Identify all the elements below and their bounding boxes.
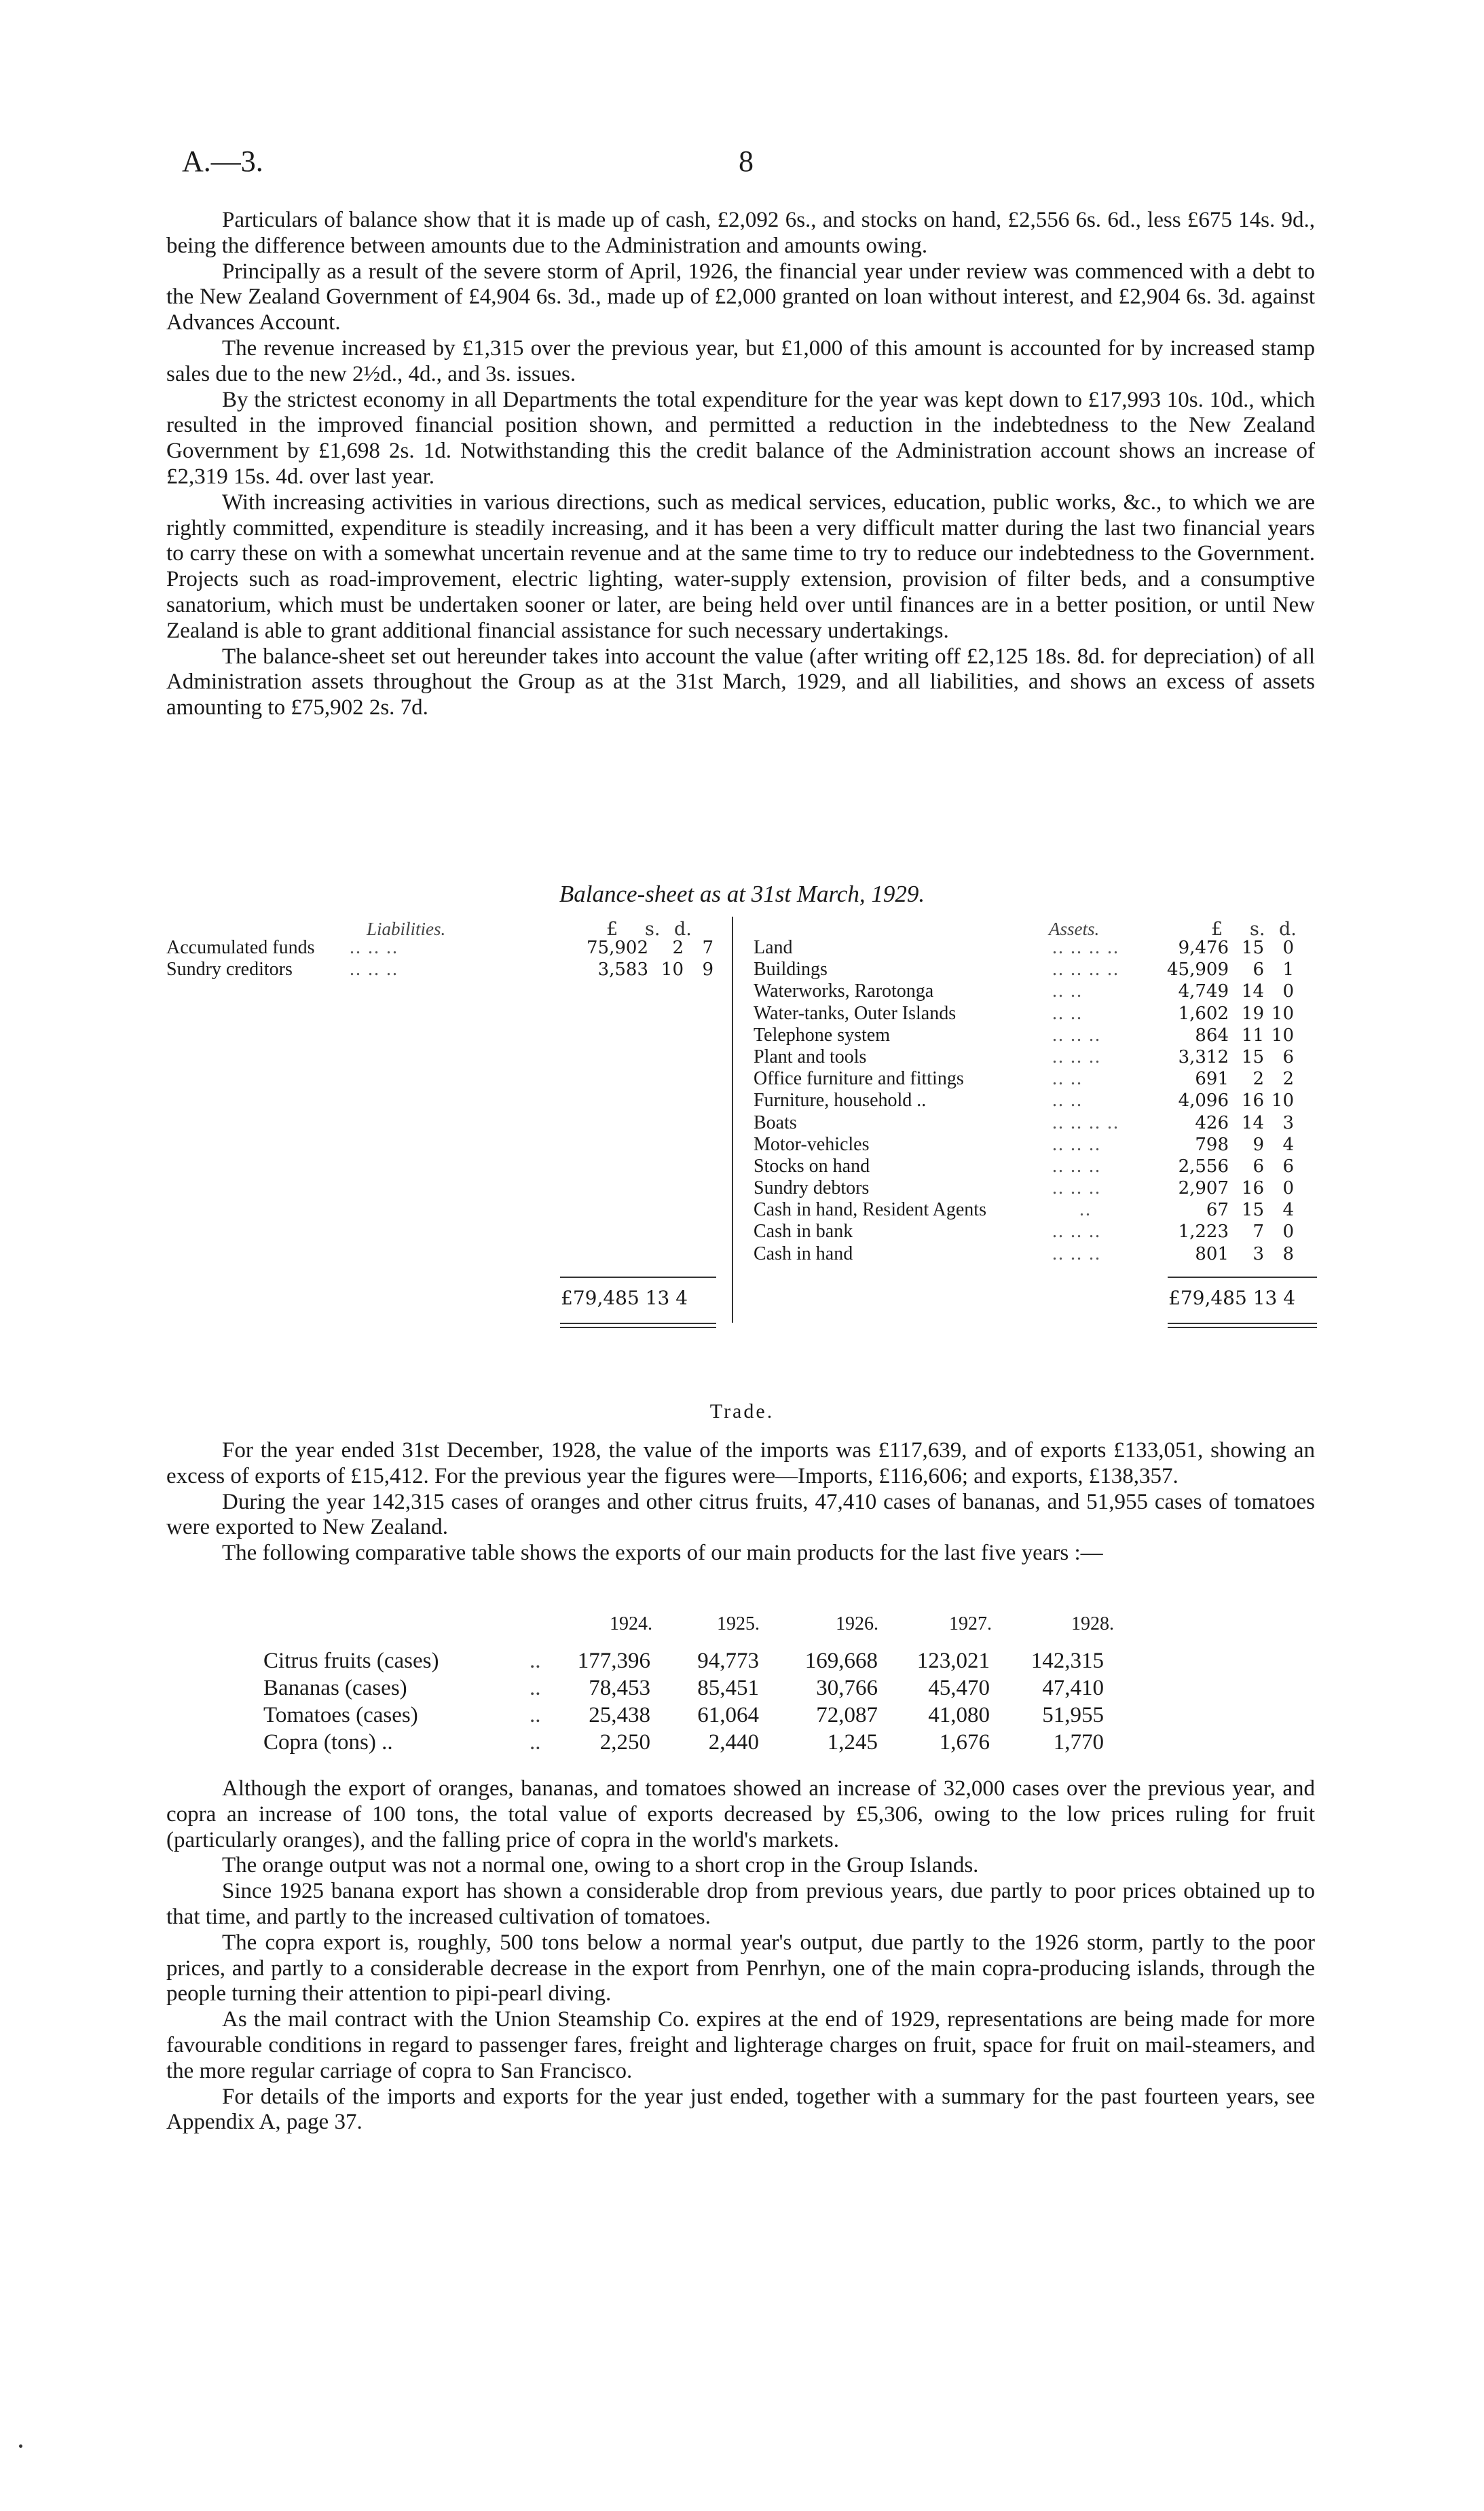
asset-row	[754, 1046, 1317, 1068]
shillings-value: 15	[1241, 1200, 1264, 1221]
row-label: Sundry creditors	[166, 959, 293, 980]
leader-dots: .. .. ..	[1052, 1243, 1101, 1264]
row-label: Accumulated funds	[166, 937, 315, 958]
paragraph: Since 1925 banana export has shown a considerable drop from previous years, due partly to poor prices obtained up to that time, and partly to the increased cultivation of tomatoes.	[166, 1879, 1315, 1929]
pence-value: 3	[1282, 1112, 1294, 1133]
leader-dots: .. ..	[1052, 980, 1083, 1002]
pence-value: 4	[1282, 1134, 1294, 1155]
export-value: 1,770	[1053, 1730, 1104, 1755]
leader-dots: .. ..	[1052, 1068, 1083, 1090]
export-value: 2,440	[708, 1730, 759, 1755]
pounds-value: 691	[1195, 1069, 1229, 1090]
asset-row	[754, 1156, 1317, 1177]
paragraph: The following comparative table shows the exports of our main products for the last five years :—	[222, 1541, 1103, 1566]
paragraph: During the year 142,315 cases of oranges and other citrus fruits, 47,410 cases of bananas, and 51,955 cases of tomatoes were exported to New Zealand.	[166, 1489, 1315, 1540]
row-label: Office furniture and fittings	[754, 1068, 964, 1090]
intro-text	[166, 208, 1315, 721]
export-value: 51,955	[1042, 1703, 1104, 1727]
pence-value: 9	[702, 959, 713, 980]
export-value: 169,668	[804, 1649, 878, 1673]
pence-value: 0	[1282, 981, 1294, 1002]
liabilities-double-rule	[560, 1323, 716, 1324]
year-header: 1924.	[610, 1613, 652, 1634]
pence-value: 7	[702, 938, 713, 958]
export-value: 142,315	[1031, 1649, 1104, 1673]
year-header: 1925.	[717, 1613, 760, 1634]
export-value: 123,021	[916, 1649, 990, 1673]
row-label: Furniture, household ..	[754, 1090, 927, 1112]
shillings-value: 10	[661, 959, 684, 980]
export-value: 78,453	[589, 1676, 650, 1700]
liabilities-total-rule	[560, 1277, 716, 1278]
pounds-value: 67	[1206, 1200, 1229, 1221]
row-label: Telephone system	[754, 1024, 890, 1046]
paragraph: For details of the imports and exports for the year just ended, together with a summary for the past fourteen years, see Appendix A, page 37.	[166, 2084, 1315, 2135]
leader-dots: .. .. ..	[1052, 1024, 1101, 1046]
balance-sheet-title: Balance-sheet as at 31st March, 1929.	[559, 881, 925, 907]
paragraph: As the mail contract with the Union Steamship Co. expires at the end of 1929, representations are being made for more favourable conditions in regard to passenger fares, freight and lighterage charges on fruit, space for fruit on mail-steamers, and the more regular carriage of copra to San Francisco.	[166, 2007, 1315, 2083]
asset-row	[754, 937, 1317, 959]
pounds-value: 798	[1195, 1134, 1229, 1155]
product-label: Copra (tons) ..	[263, 1730, 393, 1755]
shillings-value: 6	[1253, 1156, 1264, 1177]
leader-dots: ..	[530, 1649, 541, 1673]
shillings-value: 14	[1241, 981, 1264, 1002]
leader-dots: .. .. .. ..	[1052, 1112, 1119, 1133]
pounds-value: 2,556	[1178, 1156, 1229, 1177]
export-value: 94,773	[697, 1649, 759, 1673]
row-label: Cash in bank	[754, 1221, 853, 1243]
liabilities-table	[166, 937, 723, 980]
row-label: Cash in hand	[754, 1243, 853, 1264]
leader-dots: ..	[1079, 1199, 1092, 1221]
pounds-value: 4,749	[1178, 981, 1229, 1002]
asset-row	[754, 1003, 1317, 1025]
pence-value: 8	[1282, 1243, 1294, 1264]
leader-dots: .. ..	[1052, 1002, 1083, 1024]
export-value: 30,766	[816, 1676, 878, 1700]
row-label: Motor-vehicles	[754, 1133, 870, 1155]
assets-double-rule	[1168, 1327, 1317, 1328]
liability-row	[166, 937, 723, 959]
pence-value: 10	[1271, 1003, 1294, 1024]
pence-symbol: d.	[1279, 919, 1297, 940]
asset-row	[754, 1221, 1317, 1243]
pounds-value: 1,602	[1178, 1003, 1229, 1024]
shillings-value: 3	[1253, 1243, 1264, 1264]
row-label: Cash in hand, Resident Agents	[754, 1199, 986, 1221]
row-label: Waterworks, Rarotonga	[754, 980, 934, 1002]
row-label: Water-tanks, Outer Islands	[754, 1002, 957, 1024]
pounds-value: 864	[1195, 1025, 1229, 1046]
pounds-symbol: £	[606, 919, 618, 940]
leader-dots: ..	[530, 1676, 541, 1700]
export-value: 85,451	[697, 1676, 759, 1700]
pence-value: 1	[1282, 959, 1294, 980]
leader-dots: .. .. ..	[350, 959, 398, 980]
leader-dots: .. .. ..	[1052, 1177, 1101, 1199]
asset-row	[754, 1177, 1317, 1199]
leader-dots: ..	[530, 1730, 541, 1755]
export-value: 1,676	[939, 1730, 990, 1755]
pounds-value: 1,223	[1178, 1222, 1229, 1243]
shillings-value: 15	[1241, 938, 1264, 958]
product-label: Citrus fruits (cases)	[263, 1649, 439, 1673]
asset-row	[754, 1025, 1317, 1046]
paragraph: Particulars of balance show that it is made up of cash, £2,092 6s., and stocks on hand, £2,556 6s. 6d., less £675 14s. 9d., being the difference between amounts due to the Administration and amounts owing.	[166, 208, 1315, 258]
paragraph: The revenue increased by £1,315 over the previous year, but £1,000 of this amount is accounted for by increased stamp sales due to the new 2½d., 4d., and 3s. issues.	[166, 335, 1315, 386]
pence-value: 0	[1282, 938, 1294, 958]
document-reference: A.—3.	[182, 145, 263, 178]
assets-total-rule	[1168, 1277, 1317, 1278]
paragraph: Although the export of oranges, bananas, and tomatoes showed an increase of 32,000 cases over the previous year, and copra an increase of 100 tons, the total value of exports decreased by £5,306, owing to the low prices ruling for fruit (particularly oranges), and the falling price of copra in the world's markets.	[166, 1776, 1315, 1852]
asset-row	[754, 1199, 1317, 1221]
export-value: 41,080	[928, 1703, 990, 1727]
paragraph: Principally as a result of the severe storm of April, 1926, the financial year under review was commenced with a debt to the New Zealand Government of £4,904 6s. 3d., made up of £2,000 granted on loan without interest, and £2,904 6s. 3d. against Advances Account.	[166, 259, 1315, 335]
pence-value: 4	[1282, 1200, 1294, 1221]
row-label: Boats	[754, 1112, 797, 1133]
leader-dots: .. .. ..	[1052, 1155, 1101, 1177]
product-label: Bananas (cases)	[263, 1676, 407, 1700]
paragraph: By the strictest economy in all Departments the total expenditure for the year was kept down to £17,993 10s. 10d., which resulted in the improved financial position shown, and permitted a reduction in the indebtedness to the New Zealand Government by £1,698 2s. 1d. Notwithstanding this the credit balance of the Administration account shows an increase of £2,319 15s. 4d. over last year.	[166, 387, 1315, 489]
row-label: Land	[754, 937, 793, 958]
shillings-value: 2	[1253, 1069, 1264, 1090]
year-header: 1927.	[949, 1613, 992, 1634]
asset-row	[754, 1243, 1317, 1265]
pounds-value: 2,907	[1178, 1178, 1229, 1199]
export-value: 1,245	[827, 1730, 878, 1755]
shillings-value: 14	[1241, 1112, 1264, 1133]
shillings-value: 16	[1241, 1178, 1264, 1199]
leader-dots: .. .. .. ..	[1052, 959, 1119, 980]
pence-value: 0	[1282, 1178, 1294, 1199]
pence-value: 2	[1282, 1069, 1294, 1090]
asset-row	[754, 1134, 1317, 1156]
pounds-value: 801	[1195, 1243, 1229, 1264]
pounds-value: 3,312	[1178, 1046, 1229, 1067]
export-value: 177,396	[577, 1649, 650, 1673]
pounds-value: 3,583	[597, 959, 648, 980]
pence-symbol: d.	[674, 919, 692, 940]
product-label: Tomatoes (cases)	[263, 1703, 418, 1727]
pence-value: 10	[1271, 1090, 1294, 1112]
trade-intro-text	[166, 1438, 1315, 1566]
liabilities-total: £79,485 13 4	[561, 1287, 688, 1309]
leader-dots: .. ..	[1052, 1090, 1083, 1112]
pounds-value: 426	[1195, 1112, 1229, 1133]
pounds-value: 9,476	[1178, 938, 1229, 958]
leader-dots: .. .. ..	[1052, 1046, 1101, 1067]
paragraph: With increasing activities in various directions, such as medical services, education, public works, &c., to which we are rightly committed, expenditure is steadily increasing, and it has been a very difficult matter during the last two financial years to carry these on with a somewhat uncertain revenue and at the same time to try to reduce our indebtedness to the Government. Projects such as road-improvement, electric lighting, water-supply extension, provision of filter beds, and a consumptive sanatorium, which must be undertaken sooner or later, are being held over until finances are in a better position, or until New Zealand is able to grant additional financial assistance for such necessary undertakings.	[166, 490, 1315, 643]
paragraph: For the year ended 31st December, 1928, the value of the imports was £117,639, and of exports £133,051, showing an excess of exports of £15,412. For the previous year the figures were—Imports, £116,606; and exports, £138,357.	[166, 1438, 1315, 1488]
shillings-symbol: s.	[1250, 919, 1265, 940]
row-label: Stocks on hand	[754, 1155, 870, 1177]
liabilities-double-rule	[560, 1327, 716, 1328]
shillings-value: 15	[1241, 1046, 1264, 1067]
pounds-symbol: £	[1211, 919, 1223, 940]
pence-value: 0	[1282, 1222, 1294, 1243]
shillings-value: 7	[1253, 1222, 1264, 1243]
export-value: 45,470	[928, 1676, 990, 1700]
assets-total: £79,485 13 4	[1168, 1287, 1296, 1309]
shillings-value: 19	[1241, 1003, 1264, 1024]
leader-dots: .. .. ..	[1052, 1221, 1101, 1243]
asset-row	[754, 1090, 1317, 1112]
shillings-symbol: s.	[645, 919, 661, 940]
assets-double-rule	[1168, 1323, 1317, 1324]
assets-table	[754, 937, 1317, 1265]
leader-dots: ..	[530, 1703, 541, 1727]
asset-row	[754, 1112, 1317, 1134]
asset-row	[754, 1068, 1317, 1090]
export-value: 25,438	[589, 1703, 650, 1727]
leader-dots: .. .. ..	[1052, 1133, 1101, 1155]
asset-row	[754, 980, 1317, 1002]
paragraph: The copra export is, roughly, 500 tons below a normal year's output, due partly to the 1926 storm, partly to the poor prices, and partly to a considerable decrease in the export from Penrhyn, one of the main copra-producing islands, through the people turning their attention to pipi-pearl diving.	[166, 1930, 1315, 2006]
shillings-value: 11	[1241, 1025, 1264, 1046]
liability-row	[166, 959, 723, 980]
export-value: 61,064	[697, 1703, 759, 1727]
assets-heading: Assets.	[1049, 919, 1100, 939]
leader-dots: .. .. .. ..	[1052, 937, 1119, 958]
export-value: 47,410	[1042, 1676, 1104, 1700]
shillings-value: 16	[1241, 1090, 1264, 1112]
export-value: 2,250	[599, 1730, 650, 1755]
export-value: 72,087	[816, 1703, 878, 1727]
pence-value: 6	[1282, 1156, 1294, 1177]
shillings-value: 2	[672, 938, 684, 958]
page-number: 8	[739, 145, 754, 178]
pounds-value: 75,902	[587, 938, 648, 958]
year-header: 1926.	[836, 1613, 878, 1634]
scan-speck	[19, 2444, 22, 2448]
pence-value: 10	[1271, 1025, 1294, 1046]
paragraph: The orange output was not a normal one, owing to a short crop in the Group Islands.	[222, 1853, 979, 1878]
paragraph: The balance-sheet set out hereunder takes into account the value (after writing off £2,125 18s. 8d. for depreciation) of all Administration assets throughout the Group as at the 31st March, 1929, and all liabilities, and shows an excess of assets amounting to £75,902 2s. 7d.	[166, 644, 1315, 720]
trade-heading: Trade.	[709, 1400, 775, 1423]
year-header: 1928.	[1071, 1613, 1114, 1634]
pounds-value: 45,909	[1167, 959, 1229, 980]
row-label: Sundry debtors	[754, 1177, 870, 1199]
row-label: Buildings	[754, 959, 828, 980]
balance-sheet-divider	[732, 917, 733, 1323]
pounds-value: 4,096	[1178, 1090, 1229, 1112]
pence-value: 6	[1282, 1046, 1294, 1067]
shillings-value: 6	[1253, 959, 1264, 980]
shillings-value: 9	[1253, 1134, 1264, 1155]
row-label: Plant and tools	[754, 1046, 867, 1067]
trade-analysis-text	[166, 1776, 1315, 2136]
leader-dots: .. .. ..	[350, 937, 398, 958]
asset-row	[754, 959, 1317, 980]
liabilities-heading: Liabilities.	[367, 919, 446, 939]
